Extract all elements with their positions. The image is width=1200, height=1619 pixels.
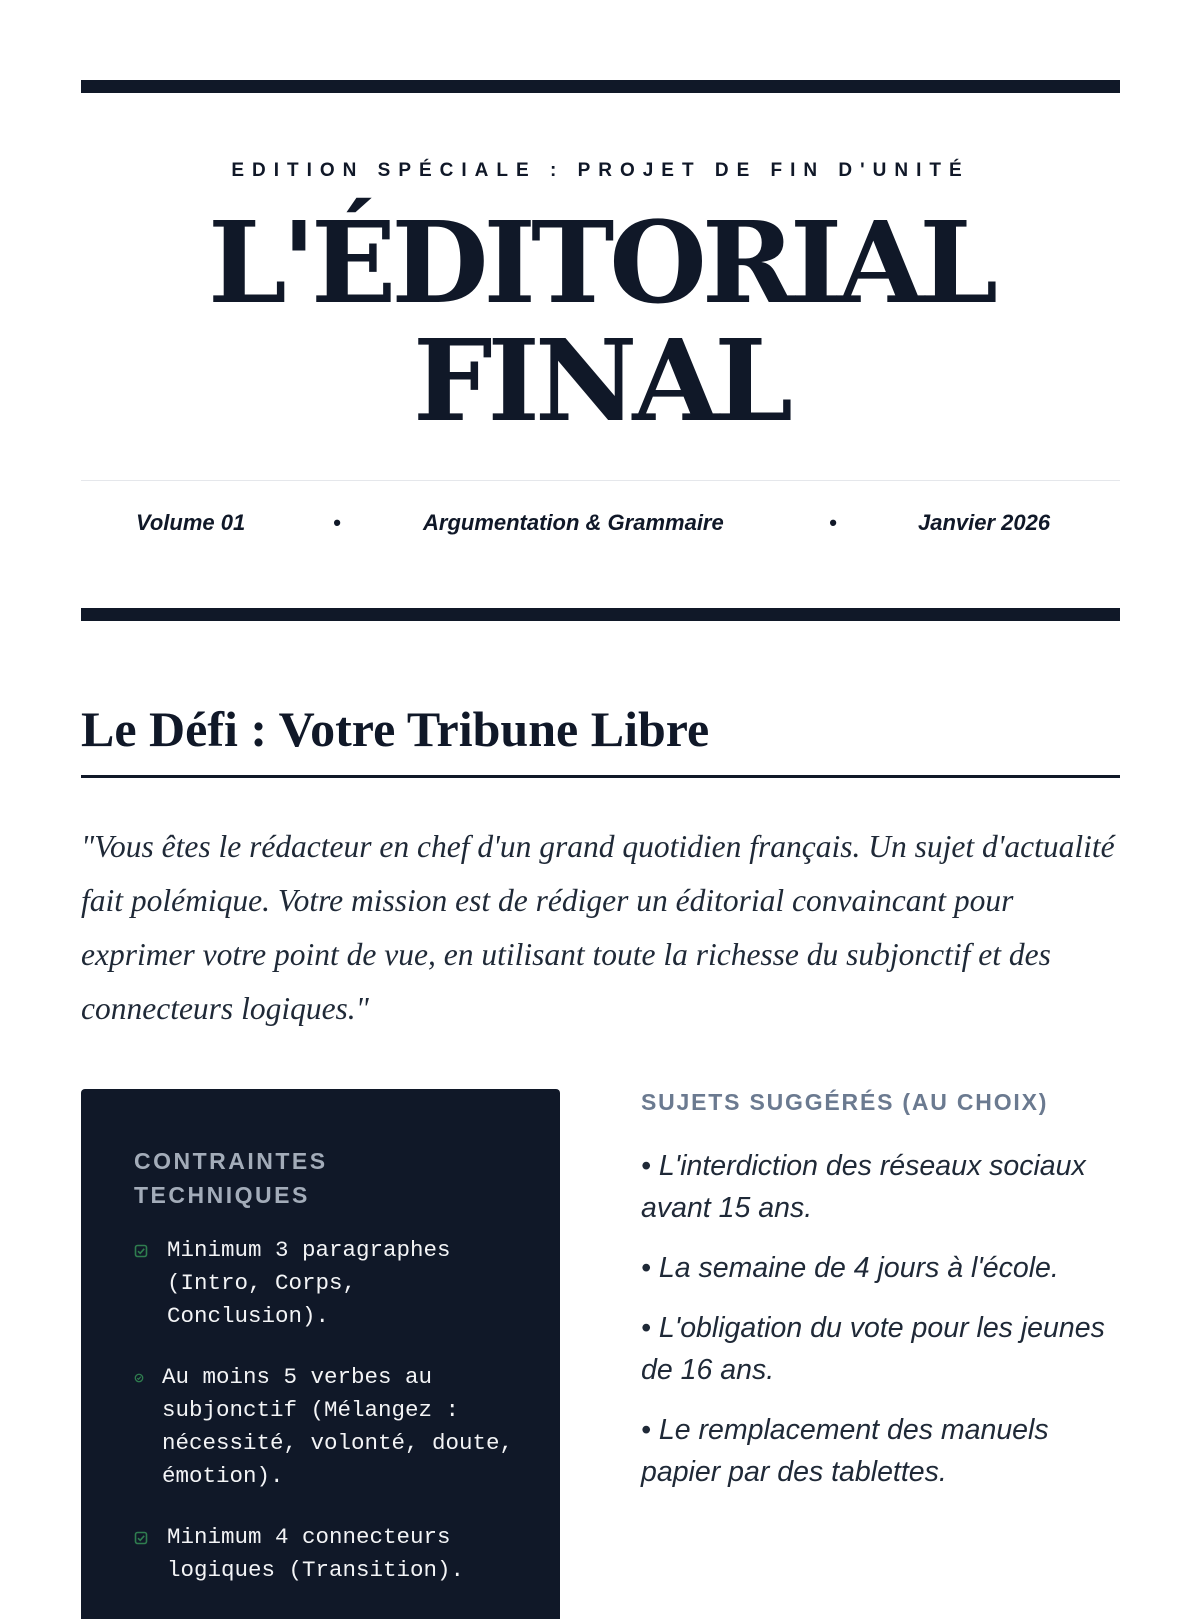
masthead-line-2: FINAL <box>413 316 788 447</box>
issue-theme: Argumentation & Grammaire <box>423 510 724 535</box>
topic-item: • L'obligation du vote pour les jeunes de 16 ans. <box>641 1312 1105 1386</box>
topics-title: SUJETS SUGGÉRÉS (AU CHOIX) <box>641 1089 1049 1115</box>
issue-meta-row <box>81 510 1120 540</box>
check-square-icon <box>134 1531 148 1545</box>
edition-kicker: EDITION SPÉCIALE : PROJET DE FIN D'UNITÉ <box>231 160 970 181</box>
constraint-text: Minimum 4 connecteurs logiques (Transition). <box>167 1524 465 1583</box>
topic-item: • Le remplacement des manuels papier par des tablettes. <box>641 1414 1049 1488</box>
check-circle-icon <box>134 1373 144 1383</box>
topic-item: • L'interdiction des réseaux sociaux avant 15 ans. <box>641 1150 1086 1224</box>
challenge-lede: "Vous êtes le rédacteur en chef d'un grand quotidien français. Un sujet d'actualité fait polémique. Votre mission est de rédiger un éditorial convaincant pour exprimer votre point de vue, en utilisant toute la richesse du subjonctif et des connecteurs logiques." <box>81 829 1115 1026</box>
top-thick-rule <box>81 80 1120 93</box>
constraint-text: Minimum 3 paragraphes (Intro, Corps, Conclusion). <box>167 1237 451 1329</box>
masthead-line-1: L'ÉDITORIAL <box>208 198 993 329</box>
challenge-title-underline <box>81 775 1120 778</box>
meta-separator: • <box>333 510 341 535</box>
challenge-title: Le Défi : Votre Tribune Libre <box>81 701 710 757</box>
constraint-text: Au moins 5 verbes au subjonctif (Mélangez : nécessité, volonté, doute, émotion). <box>162 1364 514 1489</box>
bottom-thick-rule <box>81 608 1120 621</box>
meta-separator: • <box>829 510 837 535</box>
masthead-title <box>81 198 1120 447</box>
topic-item: • La semaine de 4 jours à l'école. <box>641 1252 1059 1284</box>
masthead-divider <box>81 480 1120 481</box>
constraints-panel <box>81 1089 560 1619</box>
issue-date: Janvier 2026 <box>918 510 1051 535</box>
check-square-icon <box>134 1244 148 1258</box>
constraints-title: CONTRAINTES TECHNIQUES <box>134 1148 328 1208</box>
editorial-page <box>81 0 1120 1600</box>
issue-volume: Volume 01 <box>136 510 246 535</box>
